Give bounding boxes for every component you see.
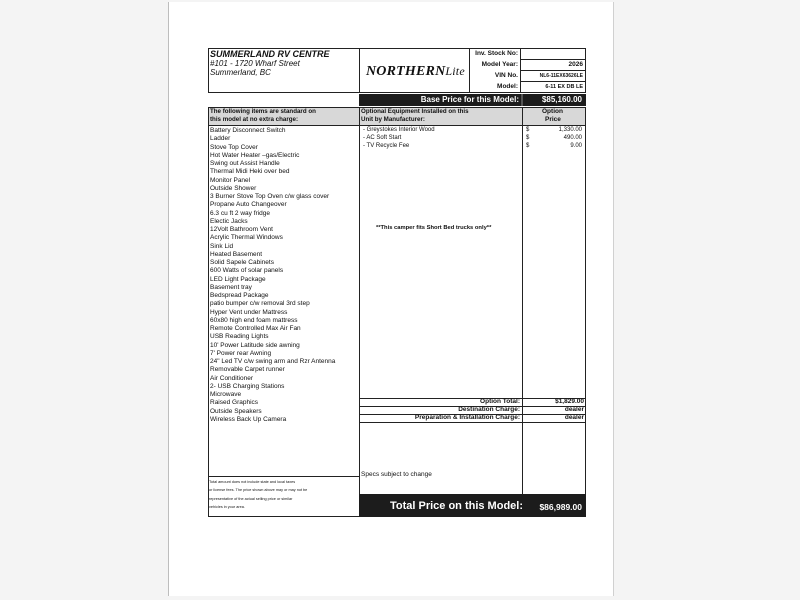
standard-item: 10' Power Latitude side awning <box>210 341 300 349</box>
standard-item: 3 Burner Stove Top Oven c/w glass cover <box>210 193 330 200</box>
standard-item: Raised Graphics <box>210 399 259 407</box>
standard-item: Bedspread Package <box>210 292 269 299</box>
fine-print-line: Total amount does not include state and local taxes <box>209 480 296 484</box>
standard-header-line1: The following items are standard on <box>210 108 316 115</box>
base-price-divider <box>521 94 523 106</box>
standard-item: Monitor Panel <box>210 176 251 184</box>
standard-item: Air Conditioner <box>210 374 253 382</box>
standard-item: Basement tray <box>210 283 252 291</box>
option-currency: $ <box>526 135 530 141</box>
specs-note: Specs subject to change <box>361 471 432 478</box>
standard-item: Electic Jacks <box>210 217 248 225</box>
optional-header-line1: Optional Equipment Installed on this <box>361 108 469 115</box>
logo-script-text: Lite <box>445 64 465 78</box>
vin-label: VIN No. <box>494 72 518 79</box>
year-label: Model Year: <box>481 61 518 68</box>
prep-value: dealer <box>564 414 584 421</box>
option-total-label: Option Total: <box>480 398 520 405</box>
standard-item: USB Reading Lights <box>210 333 269 341</box>
prep-label: Preparation & Installation Charge: <box>414 414 520 421</box>
northern-lite-logo <box>366 64 465 80</box>
option-currency: $ <box>526 127 530 133</box>
standard-item: Stove Top Cover <box>210 143 258 151</box>
standard-item: Outside Shower <box>210 184 257 192</box>
dealer-city: Summerland, BC <box>210 68 271 77</box>
fine-print-line: vehicles in your area. <box>209 505 245 510</box>
standard-item: Removable Carpet runner <box>210 366 285 374</box>
fine-print-line: representative of the actual selling price or similar <box>209 496 293 501</box>
standard-item: Solid Sapele Cabinets <box>210 259 274 266</box>
standard-items-list <box>210 127 335 424</box>
standard-item: Ladder <box>210 135 231 143</box>
standard-item: Propane Auto Changeover <box>210 201 287 209</box>
dealer-info <box>210 50 330 77</box>
option-prices-list <box>526 126 586 150</box>
standard-header-line2: this model at no extra charge: <box>210 116 299 123</box>
option-price-box <box>522 107 586 517</box>
price-sheet-document <box>208 48 586 517</box>
standard-item: Hyper Vent under Mattress <box>210 308 288 316</box>
optional-item: - TV Recycle Fee <box>363 143 410 149</box>
option-price: 490.00 <box>563 135 582 141</box>
option-price-row <box>526 134 586 142</box>
standard-item: Swing out Assist Handle <box>210 160 280 167</box>
standard-item: Microwave <box>210 391 242 398</box>
fine-print <box>209 478 307 512</box>
optional-items-box <box>359 107 523 517</box>
fine-print-divider <box>208 476 360 477</box>
standard-item: Battery Disconnect Switch <box>210 127 286 134</box>
standard-item: 7' Power rear Awning <box>210 349 272 357</box>
standard-item: 600 Watts of solar panels <box>210 267 284 275</box>
standard-item: Wireless Back Up Camera <box>210 415 287 423</box>
option-price-row <box>526 142 586 150</box>
optional-item: - Greystokes Interior Wood <box>363 127 435 133</box>
standard-item: 24" Led TV c/w swing arm and Rzr Antenna <box>210 358 336 365</box>
destination-value: dealer <box>564 406 584 413</box>
option-price-row <box>526 126 586 134</box>
fine-print-line: or license fees. The price shown above may or may not be <box>209 488 308 493</box>
year-value: 2026 <box>568 61 583 68</box>
stock-label: Inv. Stock No: <box>475 50 518 57</box>
option-total-value: $1,829.00 <box>555 398 584 405</box>
standard-item: Hot Water Heater –gas/Electric <box>210 151 300 159</box>
standard-item: Sink Lid <box>210 242 234 250</box>
dealer-name: SUMMERLAND RV CENTRE <box>210 49 330 59</box>
option-price: 9.00 <box>570 143 582 149</box>
standard-item: Remote Controlled Max Air Fan <box>210 325 301 332</box>
optional-header-line2: Unit by Manufacturer: <box>361 116 425 123</box>
standard-item: 12Volt Bathroom Vent <box>210 226 273 233</box>
vin-value: NL6-11EX63626LE <box>539 73 583 79</box>
total-price-value: $86,989.00 <box>539 502 582 512</box>
option-currency: $ <box>526 143 530 149</box>
base-price-value: $85,160.00 <box>541 95 582 104</box>
camper-fit-note: **This camper fits Short Bed trucks only** <box>376 225 492 231</box>
option-price: 1,330.00 <box>558 127 582 133</box>
standard-item: Thermal Midi Heki over bed <box>210 168 290 176</box>
standard-item: LED Light Package <box>210 275 266 283</box>
standard-item: Acrylic Thermal Windows <box>210 234 283 242</box>
standard-item: 6.3 cu ft 2 way fridge <box>210 209 270 217</box>
standard-item: 2- USB Charging Stations <box>210 382 285 390</box>
optional-items-list <box>363 126 435 150</box>
model-label: Model: <box>497 83 518 90</box>
base-price-label: Base Price for this Model: <box>420 95 519 104</box>
destination-label: Destination Charge: <box>458 406 520 413</box>
standard-item: Outside Speakers <box>210 407 262 415</box>
standard-item: 60x80 high end foam mattress <box>210 316 298 324</box>
standard-item: Heated Basement <box>210 250 263 258</box>
option-price-header-line2: Price <box>545 116 561 123</box>
optional-item: - AC Soft Start <box>363 135 402 141</box>
dealer-address: #101 - 1720 Wharf Street <box>210 59 300 68</box>
standard-item: patio bumper c/w removal 3rd step <box>210 300 310 308</box>
option-price-header-line1: Option <box>542 108 563 115</box>
logo-main-text: NORTHERN <box>366 64 446 79</box>
model-value: 6-11 EX DB LE <box>545 84 583 90</box>
total-price-label: Total Price on this Model: <box>389 500 523 512</box>
